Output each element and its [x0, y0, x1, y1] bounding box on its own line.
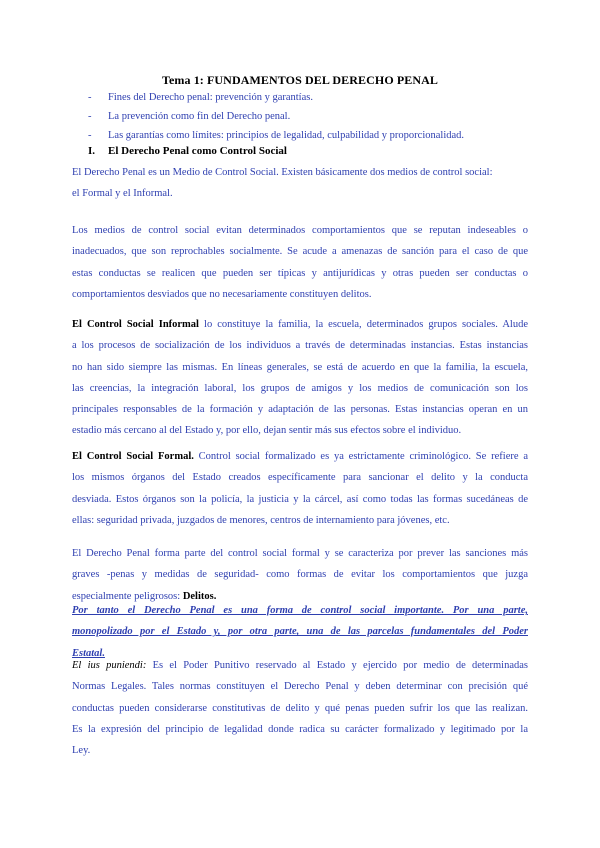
paragraph-line: Los medios de control social evitan determinados comportamientos que se reputan indeseables o — [72, 225, 528, 236]
ius-lead: El ius puniendi: — [72, 660, 147, 671]
paragraph-line — [72, 655, 528, 676]
paragraph-line — [72, 446, 528, 467]
paragraph-line: no han sido siempre las mismas. En líneas generales, se está de acuerdo en que la familia, la escuela, — [72, 361, 528, 373]
emphasis-line: monopolizado por el Estado y, por otra parte, una de las parcelas fundamentales del Poder — [72, 626, 528, 638]
ius-first-rest: Es el Poder Punitivo reservado al Estado y ejercido por medio de determinadas — [146, 660, 528, 671]
paragraph-line: Normas Legales. Tales normas constituyen el Derecho Penal y deben determinar con precisión qué — [72, 681, 528, 693]
list-dash: - — [88, 92, 92, 103]
medios-paragraph — [72, 220, 528, 305]
section-number: I. — [88, 145, 96, 157]
formal-first-rest: Control social formalizado es ya estrictamente criminológico. Se refiere a — [193, 451, 528, 462]
topic-item — [88, 88, 464, 107]
informal-lead: El Control Social Informal — [72, 319, 199, 330]
derecho-paragraph — [72, 543, 528, 607]
paragraph-line: El Derecho Penal es un Medio de Control Social. Existen básicamente dos medios de control social: — [72, 167, 493, 178]
paragraph-line: comportamientos desviados que no necesariamente constituyen delitos. — [72, 288, 372, 300]
derecho-last-text: especialmente peligrosos: — [72, 590, 183, 602]
informal-first-rest: lo constituye la familia, la escuela, determinados grupos sociales. Alude — [198, 319, 528, 330]
topic-item — [88, 107, 464, 126]
paragraph-line: graves -penas y medidas de seguridad- como formas de evitar los comportamientos que juzga — [72, 569, 528, 581]
topic-text: Fines del Derecho penal: prevención y garantías. — [108, 92, 313, 103]
topic-text: Las garantías como límites: principios de legalidad, culpabilidad y proporcionalidad. — [108, 130, 465, 141]
paragraph-line: principales responsables de la formación y adaptación de las personas. Estas instancias operan en un — [72, 404, 528, 416]
emphasis-line: Por tanto el Derecho Penal es una forma de control social importante. Por una parte, — [72, 605, 528, 616]
paragraph-line: El Derecho Penal forma parte del control social formal y se caracteriza por prever las sanciones más — [72, 548, 528, 559]
ius-paragraph — [72, 655, 528, 761]
paragraph-line: conductas pueden considerarse constitutivas de delito y qué penas pueden sufrir los que las realizan. — [72, 702, 528, 714]
paragraph-line: Ley. — [72, 745, 91, 757]
topics-list — [88, 88, 464, 145]
list-dash: - — [88, 111, 92, 122]
paragraph-line: desviada. Estos órganos son la policía, la justicia y la cárcel, así como todas las formas sucedáneas de — [72, 493, 528, 505]
paragraph-line: el Formal y el Informal. — [72, 188, 173, 200]
paragraph-line: estadio más cercano al del Estado y, por ello, dejan sentir más sus efectos sobre el individuo. — [72, 425, 462, 437]
document-title: Tema 1: FUNDAMENTOS DEL DERECHO PENAL — [161, 73, 439, 87]
formal-lead: El Control Social Formal. — [72, 451, 194, 462]
paragraph-line: las creencias, la integración laboral, los grupos de amigos y los medios de comunicación son los — [72, 382, 528, 394]
paragraph-line: a los procesos de socialización de los individuos a través de determinadas instancias. Estas instancias — [72, 340, 528, 352]
section-heading — [88, 145, 287, 157]
paragraph-line: ellas: seguridad privada, juzgados de menores, centros de internamiento para jóvenes, etc. — [72, 514, 450, 526]
paragraph-line — [72, 314, 528, 335]
topic-text: La prevención como fin del Derecho penal. — [108, 111, 291, 122]
paragraph-line: estas conductas se realicen que pueden ser típicas y antijurídicas y otras pueden ser conductas o — [72, 267, 528, 279]
paragraph-line: Es la expresión del principio de legalidad donde radica su carácter formalizado y legitimado por la — [72, 723, 528, 735]
list-dash: - — [88, 130, 92, 141]
formal-paragraph — [72, 446, 528, 531]
informal-paragraph — [72, 314, 528, 442]
delitos-bold: Delitos. — [182, 590, 217, 602]
paragraph-line: los mismos órganos del Estado creados específicamente para sancionar el delito y la conducta — [72, 472, 528, 484]
emphasis-line: Estatal. — [72, 647, 105, 659]
section-heading-text: El Derecho Penal como Control Social — [108, 145, 287, 157]
topic-item — [88, 126, 464, 145]
intro-paragraph — [72, 162, 528, 205]
paragraph-line: inadecuados, que son reprochables socialmente. Se acude a amenazas de sanción para el caso de que — [72, 246, 528, 258]
